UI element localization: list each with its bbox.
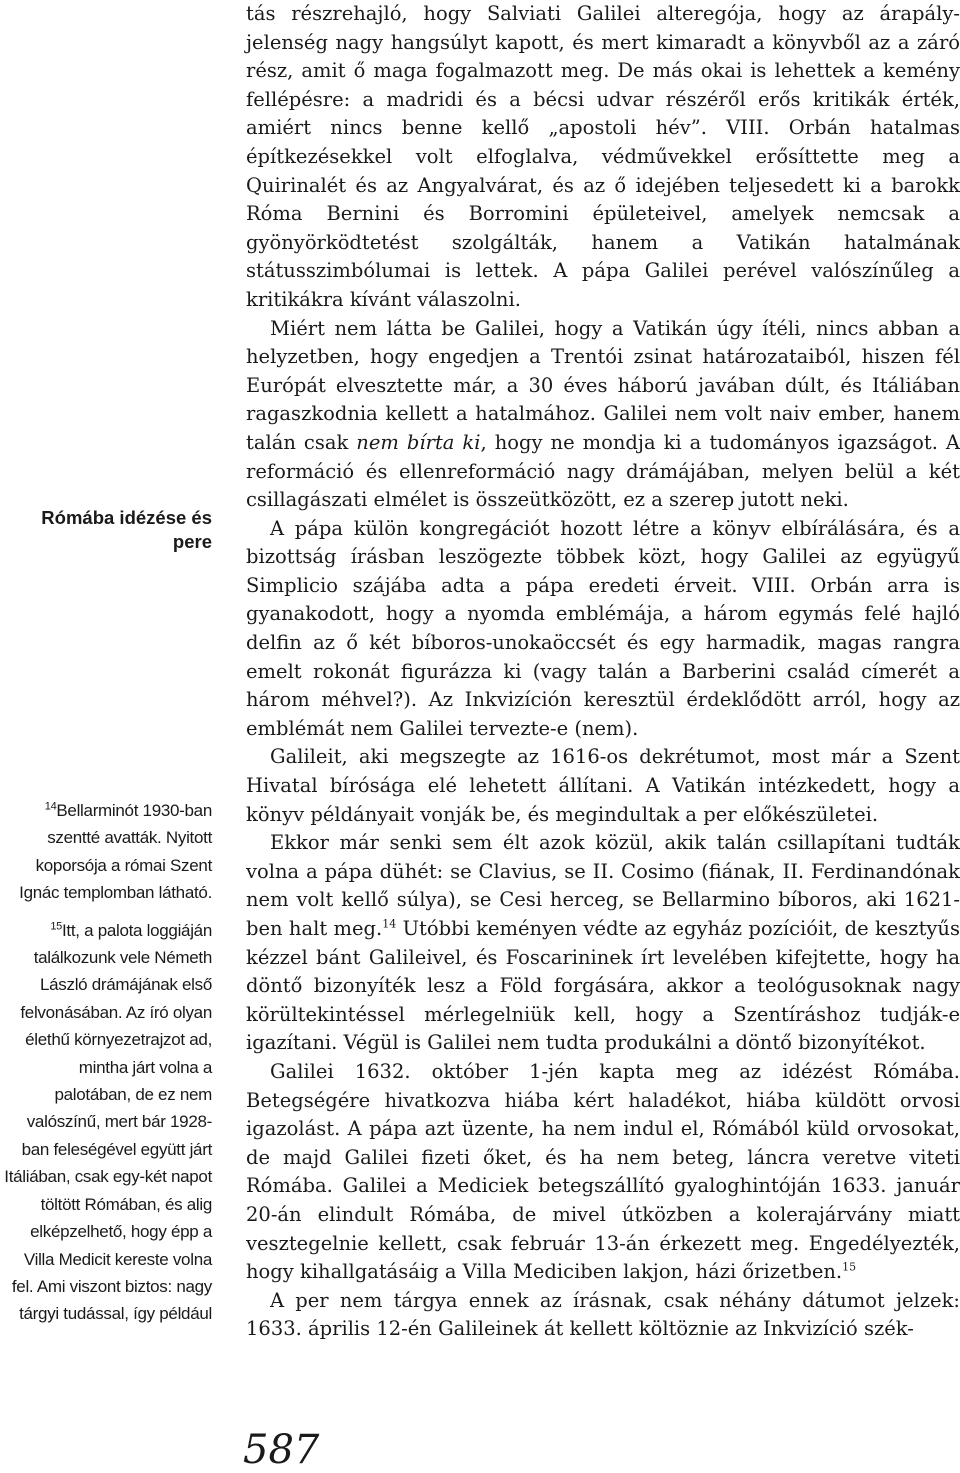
footnote-number: 15 bbox=[50, 919, 62, 932]
paragraph-text: Galileit, aki megszegte az 1616-os dekrétumot, most már a Szent Hivatal bírósága elé lehetett állítani. A Vatikán intézkedett, hogy a könyv példányait vonják be, és megindultak a per előkészületei. bbox=[246, 745, 960, 826]
footnote-text: Itt, a palota loggiáján találkozunk vele Németh László drámájának első felvonásában. Az író olyan élethű környezetrajzot ad, mintha járt volna a palotában, de ez nem valószínű, mert bár 1928-ban feleségével együtt járt Itáliában, csak egy-két napot töltött Rómában, és alig elképzelhető, hogy épp a Villa Medicit kereste volna fel. Ami viszont biztos: nagy tárgyi tudással, így például bbox=[4, 920, 212, 1324]
paragraph-text: Ekkor már senki sem élt azok közül, akik talán csillapítani tudták volna a pápa dühét: se Clavius, se II. Cosimo (fiának, II. Ferdinandónak nem volt kellő súlya), se Cesi herceg, se Bellarmino bíboros, aki 1621-ben halt meg. bbox=[246, 831, 960, 940]
paragraph-text: A pápa külön kongregációt hozott létre a könyv elbírálására, és a bizottság írásban leszögezte többek közt, hogy Galilei az együgyű Simplicio szájába adta a pápa eredeti érveit. VIII. Orbán arra is gyanakodott, hogy a nyomda emblémája, a három egymás felé hajló delfin az ő két bíboros-unokaöccsét és egy harmadik, magas rangra emelt rokonát figurázza ki (vagy talán a Barberini család címerét a három méhvel?). Az Inkvizíción keresztül érdeklődött arról, hogy az emblémát nem Galilei tervezte-e (nem). bbox=[246, 516, 960, 740]
paragraph bbox=[246, 515, 960, 744]
emphasis-text: nem bírta ki bbox=[356, 430, 481, 454]
paragraph bbox=[246, 829, 960, 1058]
footnote-text: Bellarminót 1930-ban szentté avatták. Nyitott koporsója a római Szent Ignác templomban látható. bbox=[19, 801, 212, 903]
paragraph bbox=[246, 0, 960, 315]
paragraph-text: tás részrehajló, hogy Salviati Galilei alteregója, hogy az árapály-jelenség nagy hangsúlyt kapott, és mert kimaradt a könyvből az a záró rész, amit ő maga fogalmazott meg. De más okai is lehettek a kemény fellépésre: a madridi és a bécsi udvar részéről erős kritikák érték, amiért nincs benne kellő „apostoli hév”. VIII. Orbán hatalmas építkezésekkel volt elfoglalva, védművekkel erősíttette meg a Quirinalét és az Angyalvárat, és az ő idejében teljesedett ki a barokk Róma Bernini és Borromini épületeivel, amelyek nemcsak a gyönyörködtetést szolgálták, hanem a Vatikán hatalmának státusszimbólumai is lettek. A pápa Galilei perével valószínűleg a kritikákra kívánt válaszolni. bbox=[246, 2, 960, 311]
side-footnotes bbox=[0, 797, 212, 1338]
paragraph-text: Utóbbi keményen védte az egyház pozícióit, de kesztyűs kézzel bánt Galileivel, és Foscarininek írt levelében kifejtette, hogy ha döntő bizonyíték lesz a Föld forgására, akkor a teológusoknak nagy körültekintéssel mérlegelniük kell, hogy a Szentíráshoz tudják-e igazítani. Végül is Galilei nem tudta produkálni a döntő bizonyítékot. bbox=[246, 917, 960, 1055]
paragraph bbox=[246, 1058, 960, 1287]
paragraph-text: , hogy ne mondja ki a tudományos igazságot. A reformáció és ellenreformáció nagy drámájában, melyen belül a két csillagászati elmélet is összeütközött, ez a szerep jutott neki. bbox=[246, 430, 960, 512]
paragraph bbox=[246, 743, 960, 829]
paragraph-text: A per nem tárgya ennek az írásnak, csak néhány dátumot jelzek: 1633. április 12-én Galileinek át kellett költöznie az Inkvizíció szék- bbox=[246, 1288, 960, 1341]
side-heading: Rómába idézése és pere bbox=[41, 507, 212, 552]
paragraph bbox=[246, 315, 960, 515]
paragraph bbox=[246, 1287, 960, 1344]
footnote-15 bbox=[0, 917, 212, 1328]
footnote-14 bbox=[0, 797, 212, 907]
footnote-ref-14: 14 bbox=[382, 917, 397, 931]
main-text-column bbox=[246, 0, 960, 1344]
page-number: 587 bbox=[243, 1427, 320, 1473]
footnote-ref-15: 15 bbox=[842, 1260, 857, 1274]
paragraph-text: Miért nem látta be Galilei, hogy a Vatikán úgy ítéli, nincs abban a helyzetben, hogy engedjen a Trentói zsinat határozataiból, hiszen fél Európát elvesztette már, a 30 éves háború javában dúlt, és Itáliában ragaszkodnia kellett a hatalmához. Galilei nem volt naiv ember, hanem talán csak bbox=[246, 316, 960, 454]
footnote-number: 14 bbox=[44, 800, 57, 813]
paragraph-text: Galilei 1632. október 1-jén kapta meg az idézést Rómába. Betegségére hivatkozva hiába kért haladékot, hiába küldött orvosi igazolást. A pápa azt üzente, ha nem indul el, Rómából küld orvosokat, de majd Galilei fizeti őket, és ha nem beteg, láncra veretve viteti Rómába. Galilei a Mediciek betegszállító gyaloghintóján 1633. január 20-án elindult Rómába, de mivel útközben a kolerajárvány miatt vesztegelnie kellett, csak február 13-án érkezett meg. Engedélyezték, hogy kihallgatásáig a Villa Mediciben lakjon, házi őrizetben. bbox=[246, 1059, 960, 1284]
